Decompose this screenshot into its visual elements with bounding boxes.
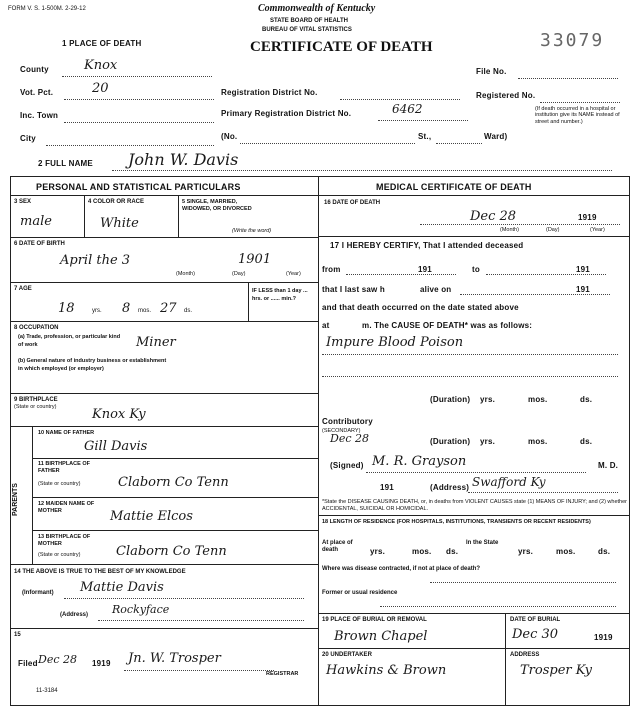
last-saw-label: that I last saw h — [322, 285, 385, 294]
certify-text: 17 I HEREBY CERTIFY, That I attended deceased — [330, 241, 524, 250]
primary-district-label: Primary Registration District No. — [221, 109, 352, 118]
sex-label: 3 SEX — [14, 199, 32, 205]
age-ds-caption: ds. — [184, 308, 193, 314]
dod-day-caption: (Day) — [546, 227, 560, 233]
father-birthplace-note: (State or country) — [38, 481, 81, 487]
parents-side-label: PARENTS — [12, 483, 19, 516]
residence-mos: mos. — [412, 547, 432, 556]
at-place-label: At place of death — [322, 540, 353, 554]
certificate-title: CERTIFICATE OF DEATH — [250, 39, 433, 55]
occupation-label: 8 OCCUPATION — [14, 325, 59, 331]
contributory-label: Contributory — [322, 417, 373, 426]
county-label: County — [20, 65, 49, 74]
informant-label: (Informant) — [22, 590, 54, 596]
dob-year-caption: (Year) — [286, 271, 301, 277]
burial-value: Brown Chapel — [334, 629, 428, 644]
date-of-death-value: Dec 28 — [470, 209, 517, 224]
duration-label-2: (Duration) — [430, 437, 471, 446]
birthplace-note: (State or country) — [14, 404, 57, 410]
dob-month-caption: (Month) — [176, 271, 195, 277]
birthplace-value: Knox Ky — [92, 407, 146, 422]
undertaker-label: 20 UNDERTAKER — [322, 652, 372, 658]
marital-note: (Write the word) — [232, 228, 272, 234]
state-yrs: yrs. — [518, 547, 534, 556]
father-birthplace-label: 11 BIRTHPLACE OF FATHER — [38, 461, 90, 475]
board-heading: STATE BOARD OF HEALTH — [270, 18, 348, 24]
registrar-label: REGISTRAR — [266, 671, 299, 677]
residence-ds: ds. — [446, 547, 459, 556]
from-label: from — [322, 265, 341, 274]
registered-no-label: Registered No. — [476, 91, 536, 100]
residence-yrs: yrs. — [370, 547, 386, 556]
occupation-industry-label: (b) General nature of industry business or establishment in which employed (or employer) — [18, 358, 167, 372]
primary-district-value: 6462 — [392, 102, 423, 116]
marital-label: 5 SINGLE, MARRIED, WIDOWED, OR DIVORCED — [182, 199, 252, 212]
to-year-label: 191 — [576, 265, 590, 274]
county-value: Knox — [84, 58, 118, 73]
signed-year-label: 191 — [380, 483, 394, 492]
date-of-death-label: 16 DATE OF DEATH — [324, 200, 381, 206]
informant-address-value: Rockyface — [112, 603, 170, 616]
vot-pct-value: 20 — [92, 81, 109, 96]
date-of-burial-year: 1919 — [594, 633, 613, 642]
form-number: FORM V. S. 1-500M. 2-29-12 — [8, 6, 86, 12]
md-label: M. D. — [598, 461, 619, 470]
informant-heading: 14 THE ABOVE IS TRUE TO THE BEST OF MY KNOWLEDGE — [14, 569, 186, 575]
file-no-label: File No. — [476, 67, 507, 76]
occupation-trade-label: (a) Trade, profession, or particular kind of work — [18, 334, 121, 348]
age-years: 18 — [58, 301, 75, 316]
filed-date: Dec 28 — [38, 653, 77, 666]
mother-name-label: 12 MAIDEN NAME OF MOTHER — [38, 501, 95, 515]
commonwealth-heading: Commonwealth of Kentucky — [258, 3, 376, 14]
father-birthplace-value: Claborn Co Tenn — [118, 475, 229, 490]
vot-pct-label: Vot. Pct. — [20, 88, 54, 97]
sex-value: male — [20, 214, 52, 229]
hospital-note: (If death occurred in a hospital or institution give its NAME instead of street and number.) — [535, 106, 620, 125]
date-of-burial-label: DATE OF BURIAL — [510, 617, 561, 623]
dob-day-caption: (Day) — [232, 271, 246, 277]
undertaker-value: Hawkins & Brown — [326, 663, 447, 678]
ward-label: Ward) — [484, 132, 508, 141]
filed-label: Filed — [18, 659, 38, 668]
footer-code: 11-3184 — [36, 688, 58, 694]
at-label: at — [322, 321, 330, 330]
cause-of-death-text: m. The CAUSE OF DEATH* was as follows: — [362, 321, 533, 330]
age-months: 8 — [122, 301, 131, 316]
duration-ds-2: ds. — [580, 437, 593, 446]
alive-year-label: 191 — [576, 285, 590, 294]
dod-year-caption: (Year) — [590, 227, 605, 233]
secondary-label: (SECONDARY) — [322, 428, 361, 434]
inc-town-label: Inc. Town — [20, 111, 59, 120]
duration-yrs-2: yrs. — [480, 437, 496, 446]
dob-year: 1901 — [238, 252, 272, 267]
former-residence-label: Former or usual residence — [322, 590, 398, 596]
full-name-label: 2 FULL NAME — [38, 159, 93, 168]
undertaker-address-value: Trosper Ky — [520, 663, 592, 678]
bureau-heading: BUREAU OF VITAL STATISTICS — [262, 27, 352, 33]
age-label: 7 AGE — [14, 286, 32, 292]
alive-on-label: alive on — [420, 285, 452, 294]
state-ds: ds. — [598, 547, 611, 556]
age-mos-caption: mos. — [138, 308, 152, 314]
street-label: St., — [418, 132, 432, 141]
mother-birthplace-label: 13 BIRTHPLACE OF MOTHER — [38, 534, 91, 548]
to-label: to — [472, 265, 480, 274]
age-days: 27 — [160, 301, 177, 316]
undertaker-address-label: ADDRESS — [510, 652, 540, 658]
in-state-label: In the State — [466, 540, 499, 546]
age-yrs-caption: yrs. — [92, 308, 102, 314]
state-mos: mos. — [556, 547, 576, 556]
birthplace-label: 9 BIRTHPLACE — [14, 397, 58, 403]
less-than-day: IF LESS than 1 day ... hrs. or ...... min.? — [252, 288, 308, 302]
mother-birthplace-value: Claborn Co Tenn — [116, 544, 227, 559]
cause-footnote: *State the DISEASE CAUSING DEATH, or, in deaths from VIOLENT CAUSES state (1) MEANS OF INJURY; and (2) whether ACCIDENTAL, SUICIDAL OR HOMICIDAL. — [322, 499, 627, 513]
signed-value: M. R. Grayson — [372, 454, 467, 469]
personal-heading: PERSONAL AND STATISTICAL PARTICULARS — [36, 182, 241, 192]
registration-district-label: Registration District No. — [221, 88, 318, 97]
registrar-signature: Jn. W. Trosper — [128, 651, 221, 666]
father-name-label: 10 NAME OF FATHER — [38, 430, 95, 436]
father-name-value: Gill Davis — [84, 439, 148, 454]
duration-ds: ds. — [580, 395, 593, 404]
burial-label: 19 PLACE OF BURIAL OR REMOVAL — [322, 617, 427, 623]
duration-yrs: yrs. — [480, 395, 496, 404]
cause-of-death-value: Impure Blood Poison — [326, 335, 464, 350]
dod-month-caption: (Month) — [500, 227, 519, 233]
date-of-burial-value: Dec 30 — [512, 627, 559, 642]
color-label: 4 COLOR OR RACE — [88, 199, 145, 205]
full-name-value: John W. Davis — [128, 150, 239, 169]
where-contracted-label: Where was disease contracted, if not at place of death? — [322, 566, 481, 572]
medical-heading: MEDICAL CERTIFICATE OF DEATH — [376, 182, 532, 192]
color-value: White — [100, 216, 139, 231]
informant-address-label: (Address) — [60, 612, 89, 618]
contributory-value: Dec 28 — [330, 432, 369, 445]
residence-label: 18 LENGTH OF RESIDENCE (FOR HOSPITALS, INSTITUTIONS, TRANSIENTS OR RECENT RESIDENTS) — [322, 519, 591, 525]
mother-birthplace-note: (State or country) — [38, 552, 81, 558]
informant-value: Mattie Davis — [80, 580, 164, 595]
date-of-death-year: 1919 — [578, 213, 597, 222]
dob-value: April the 3 — [60, 253, 131, 268]
occupation-value: Miner — [136, 335, 176, 350]
signed-label: (Signed) — [330, 461, 364, 470]
death-occurred-text: and that death occurred on the date stated above — [322, 303, 519, 312]
item-15: 15 — [14, 632, 21, 638]
place-of-death-heading: 1 PLACE OF DEATH — [62, 39, 142, 48]
from-year-label: 191 — [418, 265, 432, 274]
duration-label: (Duration) — [430, 395, 471, 404]
street-no-label: (No. — [221, 132, 238, 141]
city-label: City — [20, 134, 36, 143]
physician-address-label: (Address) — [430, 483, 470, 492]
duration-mos-2: mos. — [528, 437, 548, 446]
file-number-stamp: 33079 — [540, 30, 605, 51]
mother-name-value: Mattie Elcos — [110, 509, 193, 524]
dob-label: 6 DATE OF BIRTH — [14, 241, 65, 247]
filed-year: 1919 — [92, 659, 111, 668]
duration-mos: mos. — [528, 395, 548, 404]
physician-address-value: Swafford Ky — [472, 475, 546, 489]
